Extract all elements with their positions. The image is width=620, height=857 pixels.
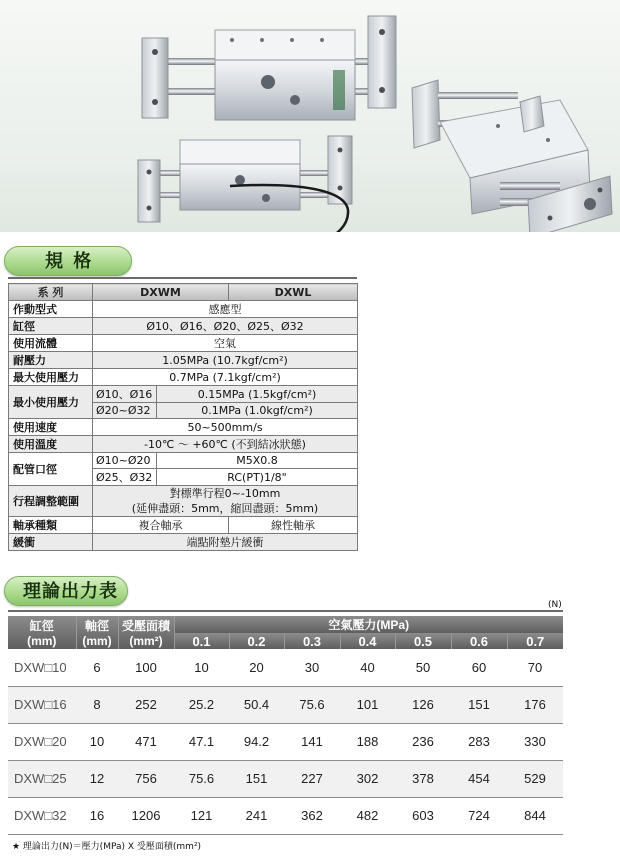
spec-header-dxwm: DXWM (93, 284, 229, 301)
force-value-cell: 176 (507, 686, 563, 723)
spec-row-proof-pressure: 耐壓力 1.05MPa (10.7kgf/cm²) (9, 352, 358, 369)
force-value-cell: 603 (395, 797, 451, 834)
force-value-cell: 236 (395, 723, 451, 760)
area-cell: 1206 (118, 797, 174, 834)
spec-row-bearing: 軸承種類 複合軸承 線性軸承 (9, 517, 358, 534)
force-unit-label: (N) (548, 600, 562, 610)
spec-header-row (9, 284, 358, 301)
pressure-header-cell: 0.3 (284, 633, 340, 649)
force-value-cell: 151 (229, 760, 284, 797)
force-value-cell: 70 (507, 649, 563, 686)
force-header-pressure: 空氣壓力(MPa) (174, 616, 563, 633)
force-section-title: 理論出力表 (23, 581, 118, 602)
stroke-line-2: (延伸盡頭：5mm，縮回盡頭：5mm) (131, 502, 319, 515)
spec-row-port-1: 配管口徑 Ø10~Ø20 M5X0.8 (9, 453, 358, 469)
rod-cell: 6 (76, 649, 118, 686)
spec-row-action: 作動型式 感應型 (9, 301, 358, 318)
cylinder-right-illustration (412, 80, 612, 232)
area-cell: 252 (118, 686, 174, 723)
pressure-header-cell: 0.7 (507, 633, 563, 649)
spec-section-title: 規 格 (45, 251, 94, 272)
force-value-cell: 151 (451, 686, 507, 723)
pressure-header-cell: 0.1 (174, 633, 229, 649)
force-value-cell: 330 (507, 723, 563, 760)
force-value-cell: 25.2 (174, 686, 229, 723)
force-header-area: 受壓面積 (mm²) (118, 616, 174, 649)
force-header-bore: 缸徑 (mm) (8, 616, 76, 649)
force-header-rod: 軸徑 (mm) (76, 616, 118, 649)
spec-header-dxwl: DXWL (229, 284, 358, 301)
force-table (8, 616, 563, 835)
spec-row-temperature: 使用溫度 -10℃ ～ +60℃ (不到結冰狀態) (9, 436, 358, 453)
force-value-cell: 94.2 (229, 723, 284, 760)
cylinder-sensor-illustration (138, 136, 352, 232)
spec-row-bore: 缸徑 Ø10、Ø16、Ø20、Ø25、Ø32 (9, 318, 358, 335)
force-value-cell: 10 (174, 649, 229, 686)
force-section-pill (4, 576, 128, 606)
force-value-cell: 724 (451, 797, 507, 834)
force-value-cell: 188 (340, 723, 395, 760)
force-value-cell: 141 (284, 723, 340, 760)
force-value-cell: 283 (451, 723, 507, 760)
force-value-cell: 101 (340, 686, 395, 723)
force-value-cell: 75.6 (174, 760, 229, 797)
area-cell: 756 (118, 760, 174, 797)
table-row (8, 760, 563, 797)
spec-row-min-pressure-1: 最小使用壓力 Ø10、Ø16 0.15MPa (1.5kgf/cm²) (9, 386, 358, 403)
area-cell: 471 (118, 723, 174, 760)
spec-row-max-pressure: 最大使用壓力 0.7MPa (7.1kgf/cm²) (9, 369, 358, 386)
model-cell: DXW□32 (8, 797, 76, 834)
model-cell: DXW□20 (8, 723, 76, 760)
force-value-cell: 20 (229, 649, 284, 686)
force-value-cell: 482 (340, 797, 395, 834)
spec-row-speed: 使用速度 50~500mm/s (9, 419, 358, 436)
table-row (8, 797, 563, 834)
force-value-cell: 47.1 (174, 723, 229, 760)
force-value-cell: 302 (340, 760, 395, 797)
model-cell: DXW□10 (8, 649, 76, 686)
rod-cell: 10 (76, 723, 118, 760)
force-table-body (8, 649, 563, 834)
force-value-cell: 378 (395, 760, 451, 797)
force-formula-note: ★ 理論出力(N)＝壓力(MPa) X 受壓面積(mm²) (12, 842, 202, 852)
force-value-cell: 241 (229, 797, 284, 834)
model-cell: DXW□16 (8, 686, 76, 723)
rod-cell: 8 (76, 686, 118, 723)
stroke-line-1: 對標準行程0~-10mm (169, 487, 281, 500)
spec-header-series: 系 列 (9, 284, 93, 301)
product-photo (0, 0, 620, 232)
force-value-cell: 362 (284, 797, 340, 834)
spec-table (8, 283, 358, 551)
spec-row-port-2: Ø25、Ø32 RC(PT)1/8" (9, 469, 358, 486)
pressure-header-cell: 0.5 (395, 633, 451, 649)
spec-row-min-pressure-2: Ø20~Ø32 0.1MPa (1.0kgf/cm²) (9, 403, 358, 419)
pressure-header-cell: 0.4 (340, 633, 395, 649)
force-value-cell: 50.4 (229, 686, 284, 723)
area-cell: 100 (118, 649, 174, 686)
force-value-cell: 844 (507, 797, 563, 834)
table-row (8, 723, 563, 760)
force-header-row-1 (8, 616, 563, 633)
force-value-cell: 50 (395, 649, 451, 686)
force-value-cell: 30 (284, 649, 340, 686)
model-cell: DXW□25 (8, 760, 76, 797)
spec-row-cushion: 緩衝 端點附墊片緩衝 (9, 534, 358, 551)
pressure-header-cell: 0.2 (229, 633, 284, 649)
pressure-header-cell: 0.6 (451, 633, 507, 649)
force-value-cell: 40 (340, 649, 395, 686)
rod-cell: 12 (76, 760, 118, 797)
force-value-cell: 529 (507, 760, 563, 797)
rod-cell: 16 (76, 797, 118, 834)
spec-divider (8, 277, 357, 279)
table-row (8, 686, 563, 723)
spec-row-fluid: 使用流體 空氣 (9, 335, 358, 352)
table-row (8, 649, 563, 686)
force-value-cell: 60 (451, 649, 507, 686)
force-value-cell: 227 (284, 760, 340, 797)
force-value-cell: 121 (174, 797, 229, 834)
spec-section-pill (4, 246, 132, 276)
spec-row-stroke-adjust: 行程調整範圍 對標準行程0~-10mm (延伸盡頭：5mm，縮回盡頭：5mm) (9, 486, 358, 517)
force-value-cell: 126 (395, 686, 451, 723)
cylinder-top-illustration (142, 16, 396, 120)
force-divider (8, 610, 563, 612)
force-value-cell: 75.6 (284, 686, 340, 723)
force-value-cell: 454 (451, 760, 507, 797)
